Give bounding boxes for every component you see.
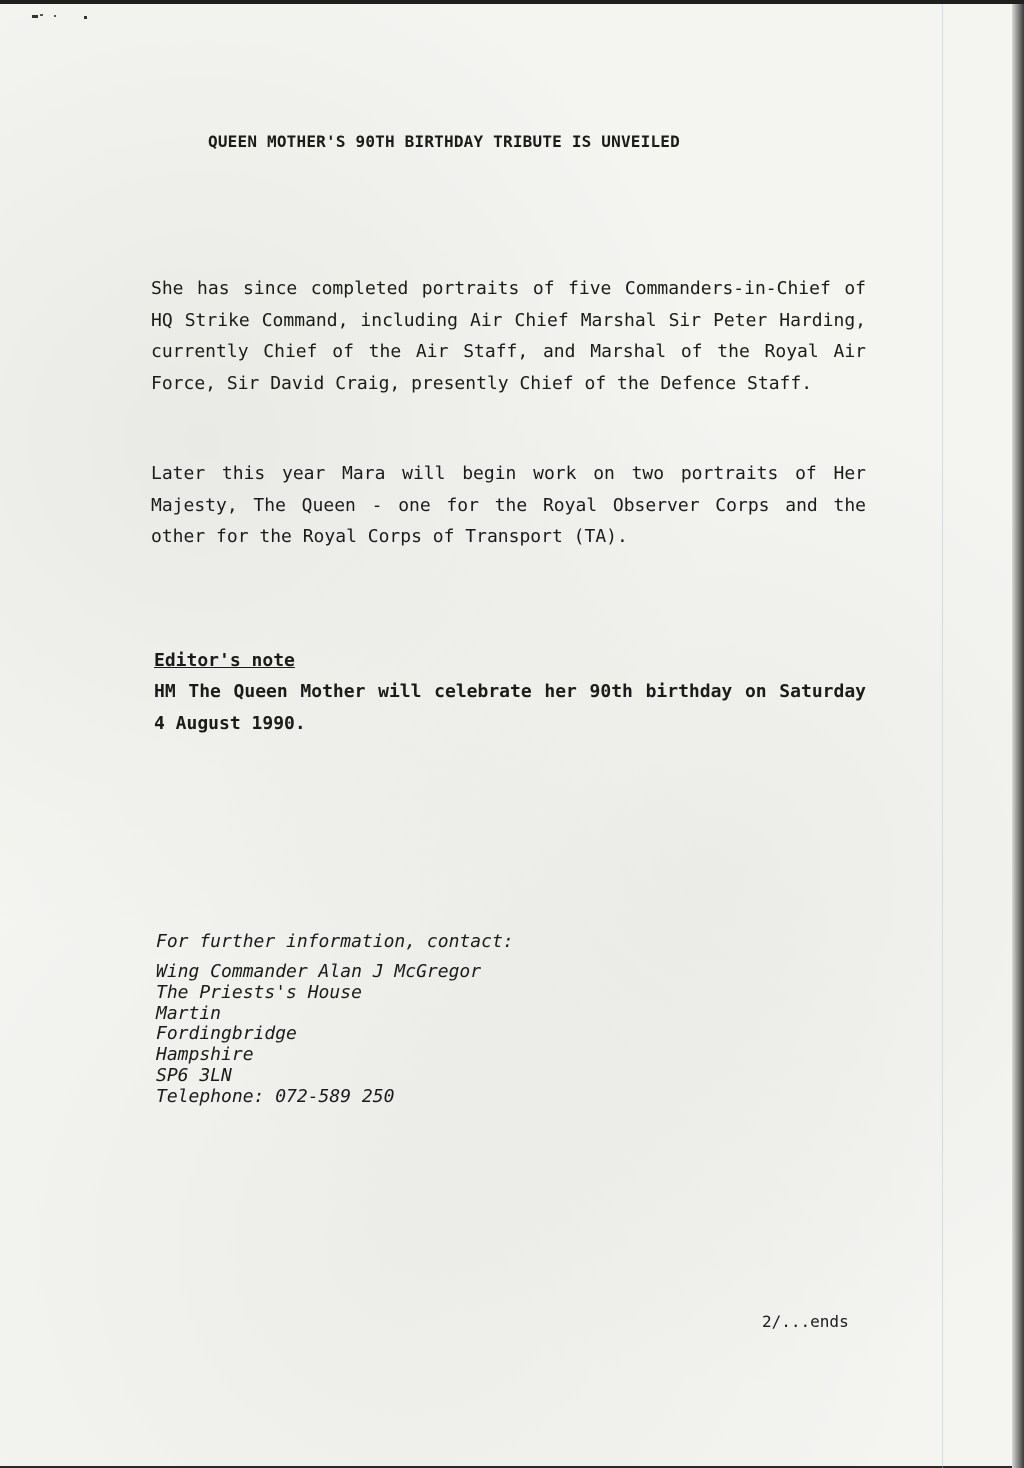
paragraph-1: She has since completed portraits of five Commanders-in-Chief of HQ Strike Command, including Air Chief Marshal Sir Peter Harding, currently Chief of the Air Staff, and Marshal of the Royal Air Force, Sir David Craig, presently Chief of the Defence Staff.: [151, 278, 866, 394]
editors-note-text: HM The Queen Mother will celebrate her 90th birthday on Saturday 4 August 1990.: [154, 681, 866, 734]
contact-address-line: Fordingbridge: [156, 1023, 297, 1045]
contact-address-line: Hampshire: [156, 1044, 254, 1066]
contact-block: [156, 928, 514, 1108]
margin-line: [942, 0, 943, 1468]
contact-name: Wing Commander Alan J McGregor: [156, 961, 482, 982]
contact-address-line: Martin: [156, 1002, 222, 1024]
page-top-edge: [0, 0, 1024, 4]
contact-intro: For further information, contact:: [156, 931, 514, 952]
contact-telephone: Telephone: 072-589 250: [156, 1085, 395, 1107]
editors-note-heading: Editor's note: [154, 650, 295, 671]
page-end-marker: 2/...ends: [762, 1312, 849, 1331]
page-edge-shadow: [1012, 0, 1024, 1468]
paragraph-2: Later this year Mara will begin work on two portraits of Her Majesty, The Queen - one for the Royal Observer Corps and the other for the Royal Corps of Transport (TA).: [151, 463, 866, 547]
document-title: QUEEN MOTHER'S 90TH BIRTHDAY TRIBUTE IS UNVEILED: [208, 132, 680, 151]
contact-address-line: The Priests's House: [156, 981, 362, 1003]
contact-postcode: SP6 3LN: [156, 1064, 232, 1086]
corner-mark-icon: [32, 10, 92, 22]
